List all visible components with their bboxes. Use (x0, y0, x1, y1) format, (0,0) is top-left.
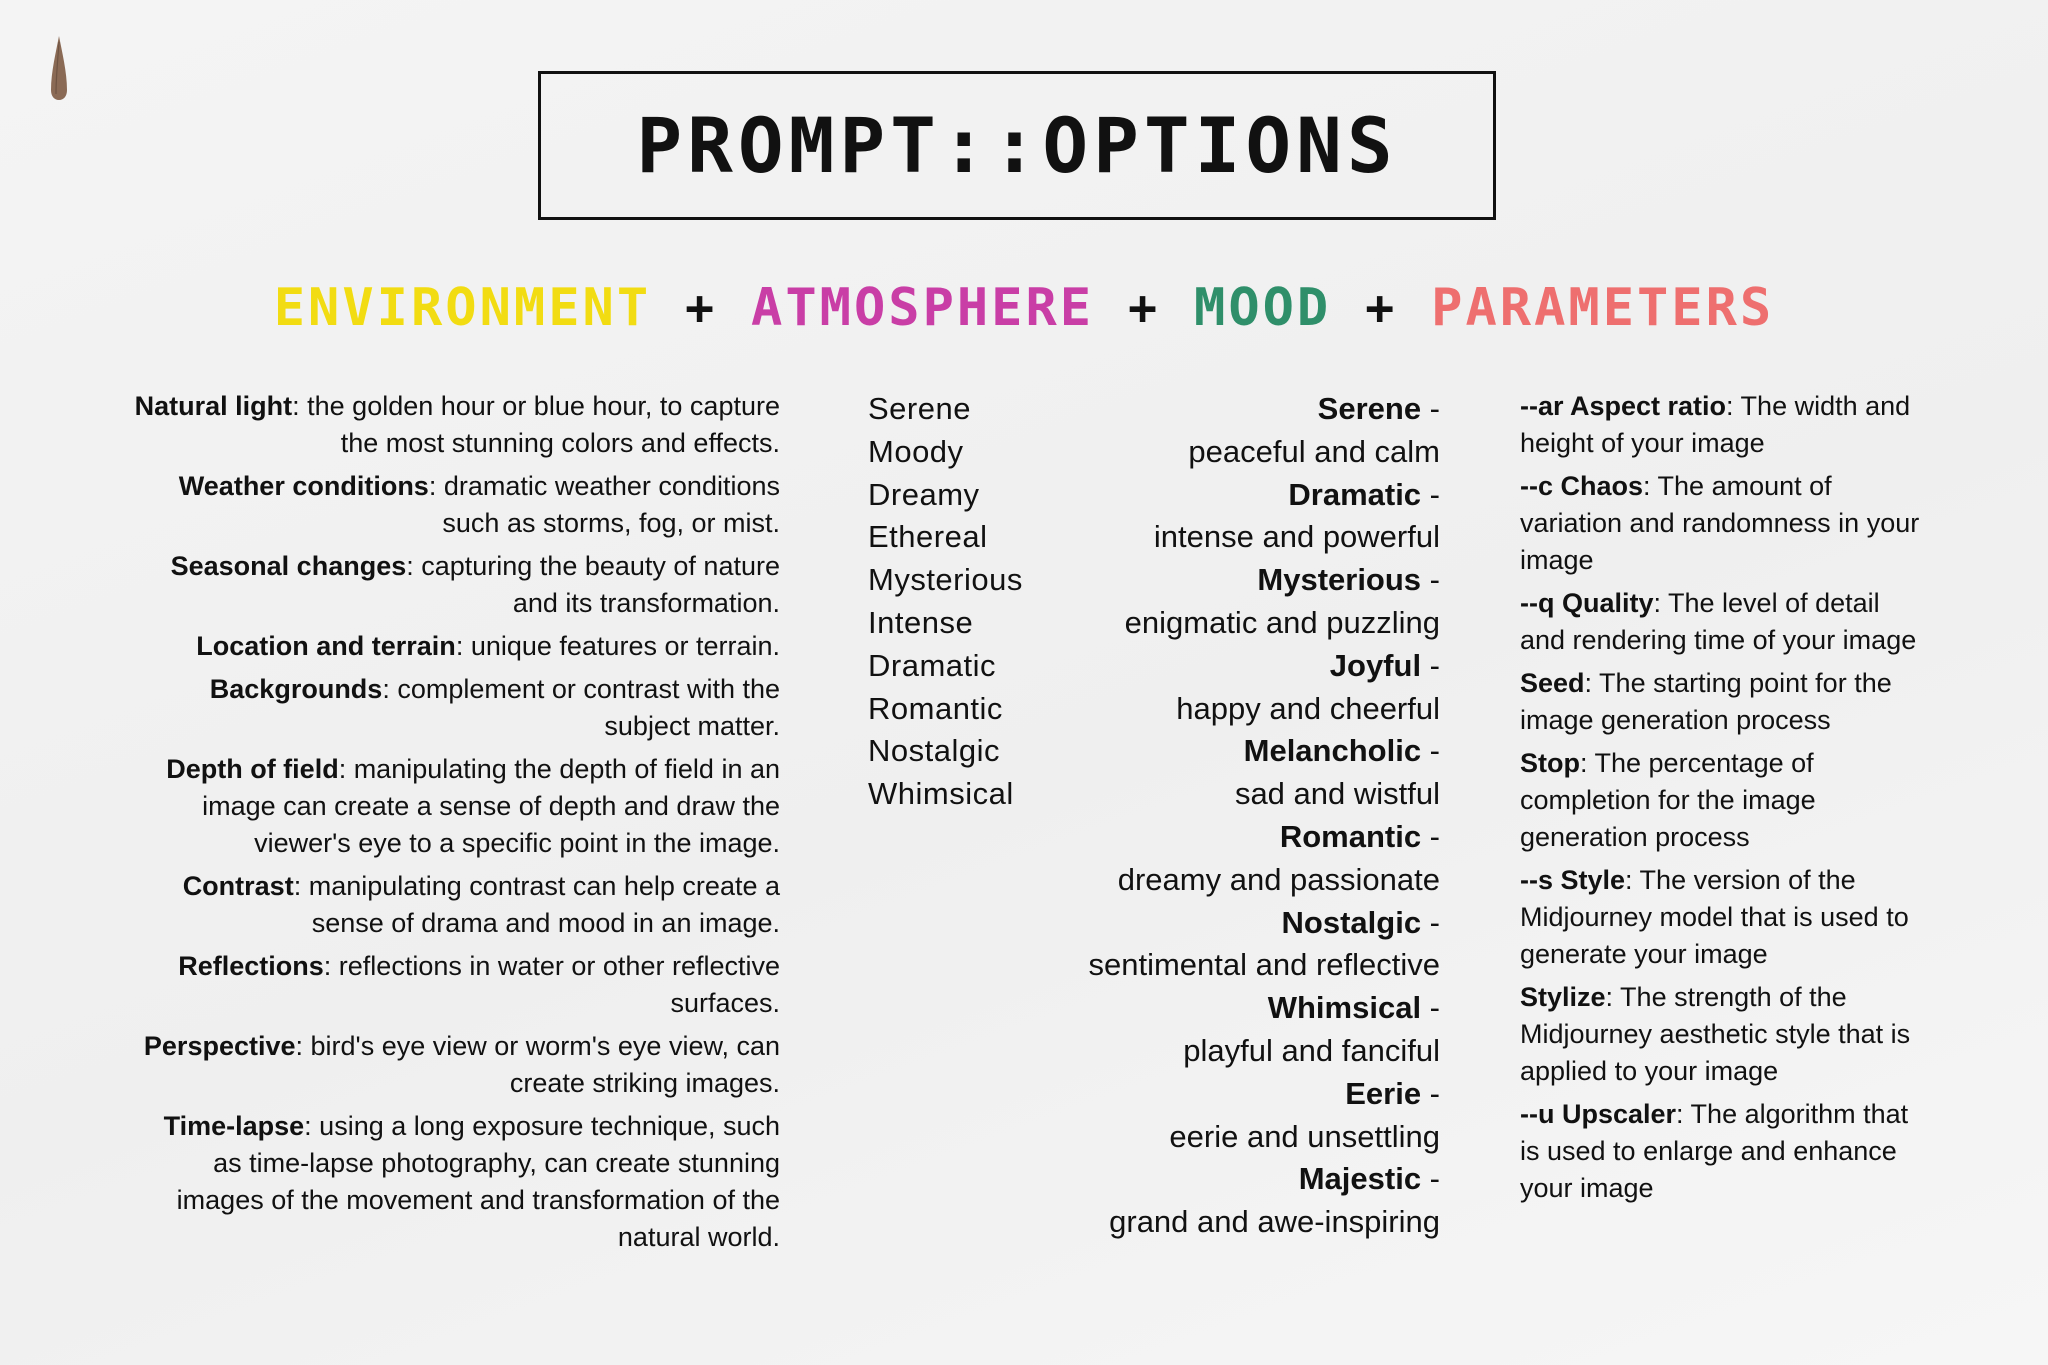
mood-term-label: Joyful (1329, 647, 1422, 683)
parameters-description: : The version of the Midjourney model that is used to generate your image (1520, 865, 1909, 969)
mood-description: sad and wistful (1234, 776, 1440, 812)
category-parameters: PARAMETERS (1431, 278, 1775, 338)
environment-description: : using a long exposure technique, such as time-lapse photography, can create stunning images of the movement and transformation of the natural world. (176, 1111, 780, 1252)
environment-term: Time-lapse (163, 1111, 305, 1141)
parameters-item (1520, 1096, 1930, 1207)
mood-term (1040, 559, 1440, 602)
environment-description: : capturing the beauty of nature and its transformation. (406, 551, 780, 618)
parameters-term: --ar Aspect ratio (1520, 391, 1727, 421)
mood-dash: - (1421, 904, 1440, 940)
environment-term: Backgrounds (209, 674, 383, 704)
page-title: PROMPT::OPTIONS (636, 101, 1398, 190)
mood-term (1040, 987, 1440, 1030)
parameters-description: : The starting point for the image generation process (1520, 668, 1892, 735)
mood-dash: - (1421, 476, 1440, 512)
mood-term (1040, 388, 1440, 431)
mood-term-label: Mysterious (1257, 562, 1422, 598)
environment-description: : reflections in water or other reflective surfaces. (323, 951, 780, 1018)
environment-list (130, 388, 780, 1262)
parameters-term: Seed (1520, 668, 1585, 698)
mood-description: intense and powerful (1153, 519, 1440, 555)
mood-term-label: Nostalgic (1281, 904, 1422, 940)
environment-item (130, 1108, 780, 1256)
atmosphere-item: Ethereal (868, 519, 988, 555)
parameters-term: Stop (1520, 748, 1580, 778)
environment-description: : unique features or terrain. (455, 631, 780, 661)
parameters-description: : The percentage of completion for the image generation process (1520, 748, 1816, 852)
mood-dash: - (1421, 391, 1440, 426)
plus-separator: + (685, 280, 718, 336)
environment-description: : the golden hour or blue hour, to capture the most stunning colors and effects. (292, 391, 780, 458)
parameters-term: --q Quality (1520, 588, 1654, 618)
environment-term: Contrast (182, 871, 294, 901)
environment-item (130, 751, 780, 862)
parameters-item (1520, 388, 1930, 462)
mood-description: sentimental and reflective (1088, 947, 1440, 983)
environment-term: Seasonal changes (170, 551, 407, 581)
mood-term (1040, 902, 1440, 945)
plus-separator: + (1365, 280, 1398, 336)
mood-dash: - (1421, 1075, 1440, 1111)
mood-term-label: Romantic (1279, 818, 1422, 854)
environment-term: Depth of field (166, 754, 339, 784)
atmosphere-item: Dreamy (868, 476, 980, 512)
parameters-item (1520, 665, 1930, 739)
parameters-description: : The strength of the Midjourney aesthetic style that is applied to your image (1520, 982, 1911, 1086)
mood-dash: - (1421, 562, 1440, 598)
atmosphere-item: Romantic (868, 690, 1003, 726)
mood-dash: - (1421, 818, 1440, 854)
environment-description: : manipulating contrast can help create a sense of drama and mood in an image. (293, 871, 780, 938)
mood-term (1040, 816, 1440, 859)
environment-term: Location and terrain (196, 631, 456, 661)
mood-dash: - (1421, 990, 1440, 1026)
parameters-list (1520, 388, 1930, 1213)
environment-description: : complement or contrast with the subject matter. (382, 674, 780, 741)
environment-term: Natural light (134, 391, 293, 421)
parameters-description: : The algorithm that is used to enlarge and enhance your image (1520, 1099, 1909, 1203)
mood-term-label: Melancholic (1243, 733, 1422, 769)
parameters-item (1520, 585, 1930, 659)
environment-item (130, 1028, 780, 1102)
atmosphere-item: Whimsical (868, 776, 1014, 812)
mood-dash: - (1421, 647, 1440, 683)
parameters-item (1520, 862, 1930, 973)
title-box (538, 71, 1496, 220)
category-mood: MOOD (1194, 278, 1332, 338)
mood-term (1040, 474, 1440, 517)
environment-item (130, 388, 780, 462)
environment-item (130, 548, 780, 622)
atmosphere-item: Mysterious (868, 562, 1023, 598)
environment-description: : dramatic weather conditions such as storms, fog, or mist. (428, 471, 780, 538)
parameters-term: Stylize (1520, 982, 1606, 1012)
category-environment: ENVIRONMENT (273, 278, 652, 338)
mood-description: happy and cheerful (1176, 690, 1440, 726)
mood-dash: - (1421, 733, 1440, 769)
mood-term-label: Eerie (1345, 1075, 1422, 1111)
mood-term-label: Serene (1317, 391, 1422, 426)
parameters-item (1520, 745, 1930, 856)
environment-term: Weather conditions (178, 471, 429, 501)
mood-term-label: Majestic (1298, 1161, 1422, 1197)
environment-item (130, 868, 780, 942)
environment-item (130, 948, 780, 1022)
parameters-description: : The level of detail and rendering time of your image (1520, 588, 1917, 655)
parameters-description: : The width and height of your image (1520, 391, 1911, 458)
atmosphere-item: Moody (868, 433, 964, 469)
environment-item (130, 671, 780, 745)
plus-separator: + (1128, 280, 1161, 336)
mood-description: eerie and unsettling (1169, 1118, 1440, 1154)
parameters-description: : The amount of variation and randomness in your image (1520, 471, 1920, 575)
environment-term: Reflections (178, 951, 324, 981)
category-header (0, 270, 2048, 346)
mood-term-label: Dramatic (1288, 476, 1422, 512)
parameters-term: --s Style (1520, 865, 1626, 895)
atmosphere-item: Nostalgic (868, 733, 1000, 769)
mood-dash: - (1421, 1161, 1440, 1197)
atmosphere-item: Dramatic (868, 647, 997, 683)
atmosphere-item: Intense (868, 604, 974, 640)
mood-term (1040, 730, 1440, 773)
environment-item (130, 468, 780, 542)
parameters-term: --c Chaos (1520, 471, 1644, 501)
environment-description: : bird's eye view or worm's eye view, can create striking images. (295, 1031, 780, 1098)
mood-term (1040, 645, 1440, 688)
atmosphere-item: Serene (868, 391, 971, 426)
mood-description: grand and awe-inspiring (1109, 1204, 1440, 1240)
mood-description: playful and fanciful (1183, 1032, 1440, 1068)
mood-term-label: Whimsical (1267, 990, 1422, 1026)
parameters-item (1520, 979, 1930, 1090)
mood-description: enigmatic and puzzling (1124, 604, 1440, 640)
mood-term (1040, 1073, 1440, 1116)
category-atmosphere: ATMOSPHERE (751, 278, 1095, 338)
mood-description: peaceful and calm (1188, 433, 1440, 469)
parameters-item (1520, 468, 1930, 579)
parameters-term: --u Upscaler (1520, 1099, 1677, 1129)
pin-icon (50, 36, 68, 100)
mood-term (1040, 1158, 1440, 1201)
mood-description: dreamy and passionate (1117, 861, 1440, 897)
environment-term: Perspective (143, 1031, 296, 1061)
mood-list (1040, 388, 1440, 1244)
environment-description: : manipulating the depth of field in an image can create a sense of depth and draw the viewer's eye to a specific point in the image. (202, 754, 780, 858)
environment-item (130, 628, 780, 665)
